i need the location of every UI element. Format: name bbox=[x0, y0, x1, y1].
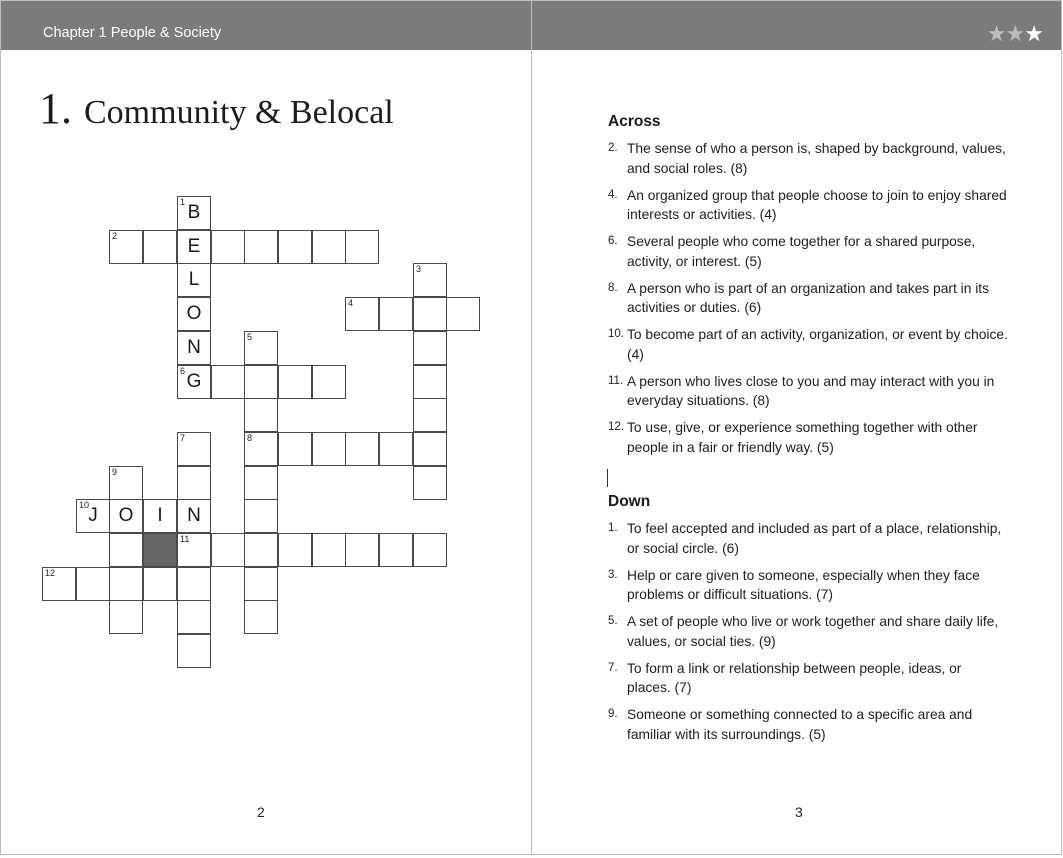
cell-letter: L bbox=[188, 269, 200, 290]
crossword-cell[interactable] bbox=[244, 533, 278, 567]
clue-number: 4. bbox=[608, 188, 618, 201]
across-clue bbox=[608, 279, 1008, 318]
down-clue bbox=[608, 612, 1008, 651]
chapter-label: Chapter 1 People & Society bbox=[43, 25, 222, 41]
header-bar-right bbox=[532, 1, 1061, 50]
cell-letter: N bbox=[187, 337, 201, 358]
crossword-cell[interactable] bbox=[312, 533, 346, 567]
crossword-cell[interactable] bbox=[76, 499, 110, 533]
crossword-cell[interactable] bbox=[109, 466, 143, 500]
crossword-cell[interactable] bbox=[109, 230, 143, 264]
across-clue-list bbox=[608, 139, 1008, 457]
clue-text: A set of people who live or work together and share daily life, values, or social ties. (9) bbox=[627, 614, 999, 649]
clue-text: To feel accepted and included as part of a place, relationship, or social circle. (6) bbox=[627, 521, 1002, 556]
crossword-cell[interactable] bbox=[244, 499, 278, 533]
clue-text: Several people who come together for a shared purpose, activity, or interest. (5) bbox=[627, 234, 976, 269]
crossword-cell[interactable] bbox=[177, 466, 211, 500]
crossword-cell[interactable] bbox=[379, 533, 413, 567]
crossword-cell[interactable] bbox=[278, 432, 312, 466]
down-clue bbox=[608, 705, 1008, 744]
clue-number: 7 bbox=[180, 433, 186, 443]
clue-number: 3 bbox=[416, 264, 422, 274]
clue-number: 6 bbox=[180, 366, 186, 376]
crossword-cell[interactable] bbox=[413, 432, 447, 466]
crossword-cell[interactable] bbox=[211, 533, 245, 567]
crossword-shaded-cell bbox=[143, 533, 177, 567]
clue-number: 11. bbox=[608, 374, 624, 387]
crossword-cell[interactable] bbox=[278, 365, 312, 399]
cell-letter: J bbox=[88, 505, 98, 526]
across-clue bbox=[608, 186, 1008, 225]
clue-number: 6. bbox=[608, 235, 618, 247]
down-heading: Down bbox=[608, 493, 651, 510]
across-section bbox=[608, 113, 1008, 465]
crossword-cell[interactable] bbox=[312, 432, 346, 466]
crossword-cell[interactable] bbox=[211, 365, 245, 399]
crossword-cell[interactable] bbox=[211, 230, 245, 264]
crossword-cell[interactable] bbox=[177, 263, 211, 297]
crossword-cell[interactable] bbox=[177, 533, 211, 567]
crossword-cell[interactable] bbox=[379, 432, 413, 466]
crossword-cell[interactable] bbox=[413, 466, 447, 500]
crossword-cell[interactable] bbox=[278, 533, 312, 567]
down-section bbox=[608, 493, 1008, 752]
clue-text: To use, give, or experience something together with other people in a fair or friendly way. (5) bbox=[627, 420, 978, 455]
clue-number: 1. bbox=[608, 522, 618, 534]
star-icon: ★ bbox=[986, 21, 1006, 46]
cell-letter: O bbox=[186, 303, 202, 324]
page-number-left: 2 bbox=[257, 804, 265, 820]
clue-number: 5. bbox=[608, 615, 618, 627]
clue-number: 4 bbox=[348, 298, 354, 308]
clue-number: 7. bbox=[608, 661, 618, 674]
crossword-cell[interactable] bbox=[244, 466, 278, 500]
text-cursor bbox=[607, 469, 608, 487]
crossword-cell[interactable] bbox=[244, 567, 278, 601]
crossword-cell[interactable] bbox=[109, 567, 143, 601]
crossword-cell[interactable] bbox=[244, 432, 278, 466]
clue-number: 2. bbox=[608, 142, 618, 154]
crossword-cell[interactable] bbox=[278, 230, 312, 264]
crossword-cell[interactable] bbox=[413, 398, 447, 432]
crossword-cell[interactable] bbox=[177, 567, 211, 601]
down-clue bbox=[608, 519, 1008, 558]
crossword-cell[interactable] bbox=[177, 196, 211, 230]
clue-number: 8 bbox=[247, 433, 253, 443]
cell-letter: E bbox=[187, 236, 201, 257]
clue-number: 3. bbox=[608, 568, 618, 581]
clue-number: 2 bbox=[112, 231, 118, 241]
clue-number: 8. bbox=[608, 281, 618, 294]
crossword-cell[interactable] bbox=[244, 365, 278, 399]
crossword-cell[interactable] bbox=[413, 297, 447, 331]
across-clue bbox=[608, 372, 1008, 411]
cell-letter: B bbox=[187, 202, 201, 223]
crossword-grid bbox=[1, 1, 532, 701]
clue-text: A person who lives close to you and may interact with you in everyday situations. (8) bbox=[627, 373, 995, 408]
crossword-cell[interactable] bbox=[177, 230, 211, 264]
clue-number: 10. bbox=[608, 328, 624, 340]
clue-number: 10 bbox=[79, 500, 90, 510]
crossword-cell[interactable] bbox=[413, 263, 447, 297]
crossword-cell[interactable] bbox=[413, 533, 447, 567]
crossword-cell[interactable] bbox=[42, 567, 76, 601]
clue-number: 12. bbox=[608, 421, 624, 433]
across-heading: Across bbox=[608, 113, 661, 130]
across-clue bbox=[608, 232, 1008, 271]
crossword-cell[interactable] bbox=[345, 533, 379, 567]
down-clue bbox=[608, 566, 1008, 605]
across-clue bbox=[608, 325, 1008, 364]
crossword-cell[interactable] bbox=[109, 600, 143, 634]
difficulty-rating bbox=[987, 22, 1043, 46]
crossword-cell[interactable] bbox=[345, 432, 379, 466]
crossword-cell[interactable] bbox=[312, 365, 346, 399]
crossword-cell[interactable] bbox=[379, 297, 413, 331]
crossword-cell[interactable] bbox=[345, 297, 379, 331]
crossword-cell[interactable] bbox=[413, 365, 447, 399]
clue-number: 1 bbox=[180, 197, 186, 207]
right-page bbox=[531, 0, 1062, 855]
crossword-cell[interactable] bbox=[76, 567, 110, 601]
clue-number: 5 bbox=[247, 332, 253, 342]
crossword-cell[interactable] bbox=[143, 230, 177, 264]
crossword-cell[interactable] bbox=[177, 297, 211, 331]
crossword-cell[interactable] bbox=[177, 634, 211, 668]
crossword-cell[interactable] bbox=[312, 230, 346, 264]
crossword-cell[interactable] bbox=[177, 600, 211, 634]
clue-text: Help or care given to someone, especially when they face problems or difficult situations. (7) bbox=[627, 567, 980, 602]
across-clue bbox=[608, 139, 1008, 178]
clue-number: 9 bbox=[112, 467, 118, 477]
crossword-cell[interactable] bbox=[244, 600, 278, 634]
clue-number: 11 bbox=[180, 534, 190, 544]
cell-letter: O bbox=[118, 505, 134, 526]
crossword-cell[interactable] bbox=[177, 365, 211, 399]
crossword-cell[interactable] bbox=[177, 499, 211, 533]
star-icon: ★ bbox=[1024, 21, 1043, 46]
crossword-cell[interactable] bbox=[244, 230, 278, 264]
puzzle-number: 1. bbox=[39, 84, 72, 133]
crossword-cell[interactable] bbox=[177, 331, 211, 365]
crossword-cell[interactable] bbox=[446, 297, 480, 331]
across-clue bbox=[608, 418, 1008, 457]
clue-text: Someone or something connected to a specific area and familiar with its surroundings. (5) bbox=[627, 707, 973, 742]
down-clue-list bbox=[608, 519, 1008, 744]
clue-text: The sense of who a person is, shaped by background, values, and social roles. (8) bbox=[627, 141, 1006, 176]
crossword-cell[interactable] bbox=[177, 432, 211, 466]
clue-text: To form a link or relationship between people, ideas, or places. (7) bbox=[627, 660, 962, 695]
clue-number: 12 bbox=[45, 568, 56, 578]
crossword-cell[interactable] bbox=[143, 499, 177, 533]
left-page bbox=[0, 0, 531, 855]
crossword-cell[interactable] bbox=[109, 533, 143, 567]
crossword-cell[interactable] bbox=[244, 331, 278, 365]
crossword-cell[interactable] bbox=[413, 331, 447, 365]
page-number-right: 3 bbox=[795, 804, 803, 820]
clue-text: An organized group that people choose to join to enjoy shared interests or activities. (4) bbox=[627, 187, 1007, 222]
star-icon: ★ bbox=[1005, 21, 1025, 46]
cell-letter: I bbox=[157, 505, 163, 526]
crossword-cell[interactable] bbox=[345, 230, 379, 264]
clue-number: 9. bbox=[608, 708, 618, 720]
clue-text: A person who is part of an organization and takes part in its activities or duties. (6) bbox=[627, 280, 989, 315]
crossword-cell[interactable] bbox=[109, 499, 143, 533]
cell-letter: N bbox=[187, 505, 201, 526]
cell-letter: G bbox=[186, 371, 202, 392]
crossword-cell[interactable] bbox=[244, 398, 278, 432]
crossword-cell[interactable] bbox=[143, 567, 177, 601]
clue-text: To become part of an activity, organization, or event by choice. (4) bbox=[627, 327, 1008, 362]
down-clue bbox=[608, 659, 1008, 698]
puzzle-title-text: Community & Belocal bbox=[84, 94, 394, 131]
